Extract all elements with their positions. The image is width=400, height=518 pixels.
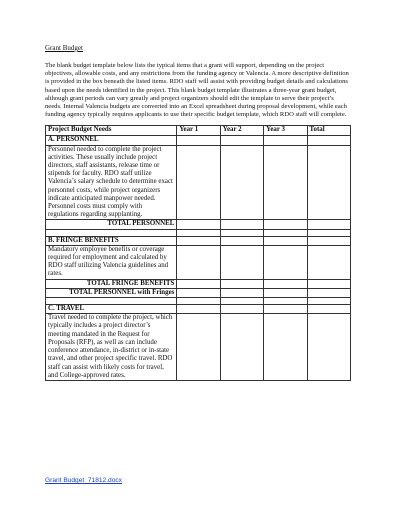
header-year-1: Year 1 bbox=[177, 126, 220, 136]
table-cell bbox=[307, 298, 350, 305]
table-cell[interactable] bbox=[264, 305, 307, 314]
table-cell[interactable] bbox=[264, 236, 307, 245]
table-cell[interactable] bbox=[264, 145, 307, 220]
personnel-description: Personnel needed to complete the project activities. These usually include project directors, staff assistants, release time or stipends for faculty. RDO staff utilize Valencia’s salary schedule to determine exact personnel costs, while project organizers indicate anticipated manpower needed. Personnel costs must comply with regulations regarding supplanting. bbox=[46, 145, 177, 220]
header-year-3: Year 3 bbox=[264, 126, 307, 136]
table-cell[interactable] bbox=[264, 220, 307, 229]
intro-paragraph: The blank budget template below lists the typical items that a grant will support, depending on the project objectives, allowable costs, and any restrictions from the funding agency or Valencia. A more descriptive definition is provided in the box beneath the listed items. RDO staff will assist with providing budget details and calculations based upon the needs identified in the project. This blank budget template illustrates a three-year grant budget, although grant periods can vary greatly and project organizers should edit the template to serve their project’s needs. Internal Valencia budgets are converted into an Excel spreadsheet during proposal development, while each funding agency typically requires applicants to use their specific budget template, which RDO staff will complete. bbox=[45, 62, 349, 119]
description-row-travel bbox=[46, 314, 351, 381]
table-cell bbox=[177, 298, 220, 305]
table-cell[interactable] bbox=[220, 305, 263, 314]
table-cell[interactable] bbox=[177, 220, 220, 229]
header-needs: Project Budget Needs bbox=[46, 126, 177, 136]
document-page bbox=[45, 44, 351, 381]
table-cell[interactable] bbox=[307, 236, 350, 245]
total-fringe-label: TOTAL FRINGE BENEFITS bbox=[46, 279, 177, 288]
table-cell[interactable] bbox=[220, 220, 263, 229]
table-cell[interactable] bbox=[307, 279, 350, 288]
section-heading-travel: C. TRAVEL bbox=[46, 305, 177, 314]
table-cell[interactable] bbox=[177, 145, 220, 220]
table-cell[interactable] bbox=[264, 136, 307, 145]
table-cell[interactable] bbox=[307, 305, 350, 314]
table-cell[interactable] bbox=[177, 279, 220, 288]
table-cell[interactable] bbox=[220, 245, 263, 279]
section-row-fringe bbox=[46, 236, 351, 245]
total-personnel-label: TOTAL PERSONNEL bbox=[46, 220, 177, 229]
table-cell bbox=[177, 229, 220, 236]
description-row-personnel bbox=[46, 145, 351, 220]
travel-description: Travel needed to complete the project, which typically includes a project director’s meeting mandated in the Request for Proposals (RFP), as well as can include conference attendance, in-district or in-state travel, and other project specific travel. RDO staff can assist with likely costs for travel, and College-approved rates. bbox=[46, 314, 177, 381]
table-cell[interactable] bbox=[177, 236, 220, 245]
table-cell[interactable] bbox=[264, 288, 307, 297]
table-header-row bbox=[46, 126, 351, 136]
total-row-personnel bbox=[46, 220, 351, 229]
table-cell[interactable] bbox=[220, 236, 263, 245]
header-total: Total bbox=[307, 126, 350, 136]
document-title: Grant Budget bbox=[45, 44, 83, 52]
table-cell[interactable] bbox=[220, 314, 263, 381]
table-cell[interactable] bbox=[307, 145, 350, 220]
section-heading-fringe: B. FRINGE BENEFITS bbox=[46, 236, 177, 245]
table-cell[interactable] bbox=[220, 136, 263, 145]
table-cell[interactable] bbox=[177, 314, 220, 381]
table-cell[interactable] bbox=[264, 279, 307, 288]
table-cell[interactable] bbox=[264, 314, 307, 381]
section-row-personnel bbox=[46, 136, 351, 145]
section-row-travel bbox=[46, 305, 351, 314]
table-cell[interactable] bbox=[307, 136, 350, 145]
table-cell[interactable] bbox=[220, 279, 263, 288]
table-cell[interactable] bbox=[307, 220, 350, 229]
table-cell[interactable] bbox=[307, 288, 350, 297]
table-cell bbox=[264, 298, 307, 305]
budget-table bbox=[45, 125, 351, 380]
fringe-description: Mandatory employee benefits or coverage required for employment and calculated by RDO staff utilizing Valencia guidelines and rates. bbox=[46, 245, 177, 279]
table-cell[interactable] bbox=[220, 288, 263, 297]
table-cell[interactable] bbox=[177, 136, 220, 145]
section-heading-personnel: A. PERSONNEL bbox=[46, 136, 177, 145]
table-cell[interactable] bbox=[264, 245, 307, 279]
total-row-personnel-with-fringes bbox=[46, 288, 351, 297]
table-cell bbox=[220, 229, 263, 236]
table-cell bbox=[307, 229, 350, 236]
spacer-row bbox=[46, 298, 351, 305]
table-cell bbox=[264, 229, 307, 236]
table-cell[interactable] bbox=[307, 314, 350, 381]
table-cell[interactable] bbox=[220, 145, 263, 220]
total-personnel-with-fringes-label: TOTAL PERSONNEL with Fringes bbox=[46, 288, 177, 297]
total-row-fringe bbox=[46, 279, 351, 288]
table-cell[interactable] bbox=[307, 245, 350, 279]
header-year-2: Year 2 bbox=[220, 126, 263, 136]
footer-filename-link[interactable]: Grant Budget_71812.docx bbox=[45, 477, 122, 484]
table-cell bbox=[46, 229, 177, 236]
table-cell[interactable] bbox=[177, 288, 220, 297]
table-cell bbox=[46, 298, 177, 305]
description-row-fringe bbox=[46, 245, 351, 279]
table-cell[interactable] bbox=[177, 305, 220, 314]
table-cell[interactable] bbox=[177, 245, 220, 279]
table-cell bbox=[220, 298, 263, 305]
spacer-row bbox=[46, 229, 351, 236]
